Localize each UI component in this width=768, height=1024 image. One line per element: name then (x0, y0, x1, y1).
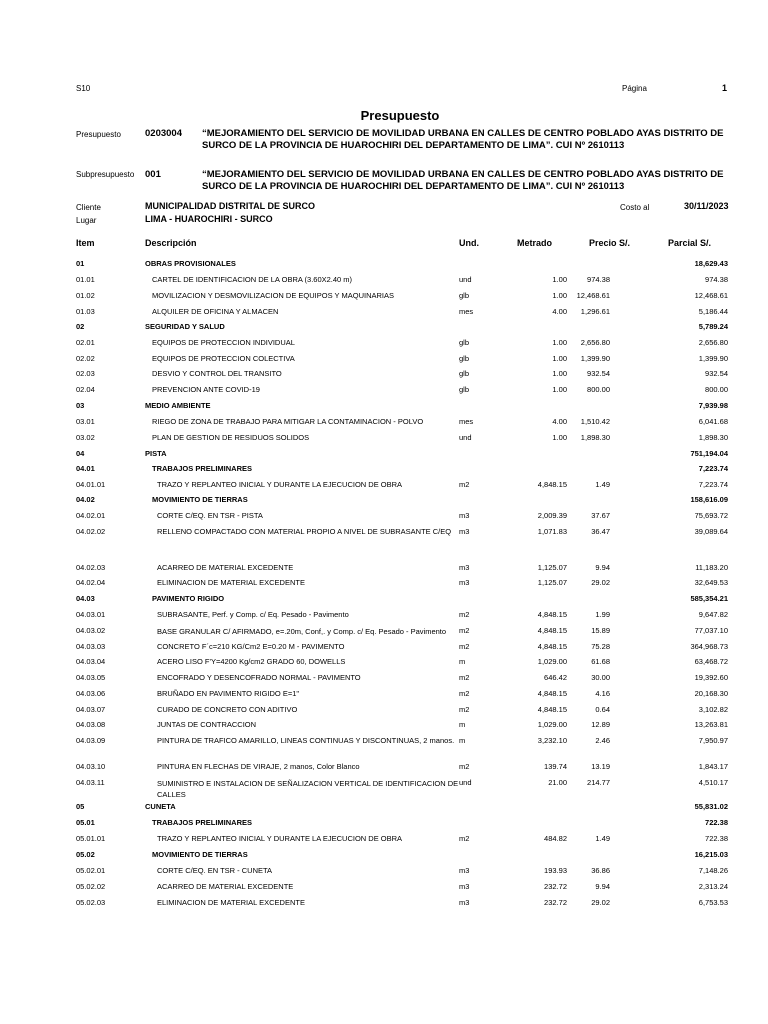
subpresupuesto-label: Subpresupuesto (76, 170, 135, 179)
row-description: SEGURIDAD Y SALUD (145, 322, 225, 331)
row-description: ENCOFRADO Y DESENCOFRADO NORMAL - PAVIMENTO (157, 673, 361, 682)
row-item-code: 04 (76, 449, 85, 458)
row-unit: m3 (459, 898, 470, 907)
row-unit: glb (459, 369, 470, 378)
row-precio: 1.49 (595, 480, 610, 489)
table-row (0, 802, 768, 816)
table-row (0, 866, 768, 880)
row-unit: mes (459, 307, 474, 316)
row-metrado: 4,848.15 (537, 626, 567, 635)
table-row (0, 818, 768, 832)
row-description: SUBRASANTE, Perf. y Comp. c/ Eq. Pesado - Pavimento (157, 610, 349, 619)
row-parcial: 800.00 (705, 385, 728, 394)
row-item-code: 05.02.02 (76, 882, 106, 891)
report-code: S10 (76, 84, 91, 93)
column-header-parcial: Parcial S/. (668, 238, 712, 248)
row-parcial: 158,616.09 (690, 495, 728, 504)
row-unit: m2 (459, 705, 470, 714)
row-description: RIEGO DE ZONA DE TRABAJO PARA MITIGAR LA CONTAMINACION - POLVO (152, 417, 424, 426)
column-header-item: Item (76, 238, 95, 248)
row-parcial: 5,186.44 (698, 307, 728, 316)
table-row (0, 338, 768, 352)
row-description: PAVIMENTO RIGIDO (152, 594, 225, 603)
row-precio: 2,656.80 (580, 338, 610, 347)
row-item-code: 02.02 (76, 354, 95, 363)
row-unit: m2 (459, 610, 470, 619)
row-item-code: 04.03.11 (76, 778, 105, 787)
row-item-code: 04.03.06 (76, 689, 106, 698)
row-parcial: 1,843.17 (698, 762, 728, 771)
table-row (0, 673, 768, 687)
row-parcial: 32,649.53 (694, 578, 728, 587)
row-unit: und (459, 778, 472, 787)
row-description: SUMINISTRO E INSTALACION DE SEÑALIZACION VERTICAL DE IDENTIFICACION DE CALLES (157, 779, 459, 799)
row-parcial: 974.38 (705, 275, 728, 284)
table-row (0, 642, 768, 656)
row-precio: 13.19 (591, 762, 610, 771)
row-item-code: 01 (76, 259, 85, 268)
row-parcial: 6,041.68 (698, 417, 728, 426)
row-description: CURADO DE CONCRETO CON ADITIVO (157, 705, 298, 714)
row-unit: m2 (459, 480, 470, 489)
row-description: PINTURA DE TRAFICO AMARILLO, LINEAS CONTINUAS Y DISCONTINUAS, 2 manos. (157, 736, 455, 745)
row-parcial: 19,392.60 (694, 673, 728, 682)
row-metrado: 1,029.00 (537, 720, 567, 729)
row-metrado: 1,071.83 (537, 527, 567, 536)
row-item-code: 03 (76, 401, 85, 410)
row-description: CUNETA (145, 802, 176, 811)
row-item-code: 04.02 (76, 495, 95, 504)
row-item-code: 04.02.01 (76, 511, 106, 520)
row-description: ACARREO DE MATERIAL EXCEDENTE (157, 563, 294, 572)
row-item-code: 04.03.07 (76, 705, 106, 714)
row-description: ACARREO DE MATERIAL EXCEDENTE (157, 882, 294, 891)
row-description: TRAZO Y REPLANTEO INICIAL Y DURANTE LA EJECUCION DE OBRA (157, 480, 403, 489)
row-precio: 4.16 (595, 689, 610, 698)
row-unit: glb (459, 385, 470, 394)
row-unit: m3 (459, 578, 470, 587)
row-unit: m2 (459, 762, 470, 771)
table-row (0, 705, 768, 719)
row-precio: 800.00 (587, 385, 610, 394)
row-metrado: 1,125.07 (537, 578, 567, 587)
row-unit: m (459, 720, 466, 729)
row-item-code: 04.01.01 (76, 480, 106, 489)
row-item-code: 04.03.03 (76, 642, 106, 651)
row-parcial: 9,647.82 (698, 610, 728, 619)
row-parcial: 39,089.64 (694, 527, 728, 536)
row-item-code: 04.03.05 (76, 673, 106, 682)
row-metrado: 232.72 (544, 882, 567, 891)
row-parcial: 7,223.74 (698, 480, 728, 489)
row-parcial: 16,215.03 (694, 850, 728, 859)
row-unit: glb (459, 354, 470, 363)
row-metrado: 1,029.00 (537, 657, 567, 666)
row-precio: 0.64 (595, 705, 610, 714)
row-metrado: 1.00 (552, 433, 567, 442)
row-unit: m3 (459, 866, 470, 875)
row-precio: 37.67 (591, 511, 610, 520)
row-parcial: 13,263.81 (694, 720, 728, 729)
row-precio: 1,510.42 (580, 417, 610, 426)
row-description: CORTE C/EQ. EN TSR - CUNETA (157, 866, 273, 875)
row-description: ELIMINACION DE MATERIAL EXCEDENTE (157, 898, 305, 907)
row-description: MOVIMIENTO DE TIERRAS (152, 495, 248, 504)
row-description: EQUIPOS DE PROTECCION COLECTIVA (152, 354, 295, 363)
row-unit: m2 (459, 689, 470, 698)
row-parcial: 7,223.74 (698, 464, 728, 473)
table-row (0, 275, 768, 289)
lugar-label: Lugar (76, 216, 97, 225)
row-item-code: 01.02 (76, 291, 95, 300)
costo-date: 30/11/2023 (684, 201, 729, 211)
row-unit: m3 (459, 511, 470, 520)
row-unit: m2 (459, 626, 470, 635)
table-row (0, 720, 768, 734)
row-precio: 974.38 (587, 275, 610, 284)
row-precio: 9.94 (595, 563, 610, 572)
table-row (0, 882, 768, 896)
row-description: MOVIMIENTO DE TIERRAS (152, 850, 248, 859)
row-parcial: 722.38 (705, 818, 728, 827)
table-row (0, 778, 768, 799)
table-row (0, 385, 768, 399)
table-row (0, 259, 768, 273)
row-item-code: 02.04 (76, 385, 95, 394)
row-item-code: 04.02.02 (76, 527, 106, 536)
row-item-code: 04.03.01 (76, 610, 106, 619)
row-description: PLAN DE GESTION DE RESIDUOS SOLIDOS (152, 433, 310, 442)
row-item-code: 04.03.08 (76, 720, 106, 729)
row-parcial: 1,898.30 (698, 433, 728, 442)
row-metrado: 4.00 (552, 307, 567, 316)
table-row (0, 417, 768, 431)
row-precio: 1.99 (595, 610, 610, 619)
row-precio: 1.49 (595, 834, 610, 843)
row-precio: 2.46 (595, 736, 610, 745)
row-item-code: 04.02.03 (76, 563, 106, 572)
row-metrado: 4,848.15 (537, 642, 567, 651)
presupuesto-label: Presupuesto (76, 130, 121, 139)
row-description: PREVENCION ANTE COVID-19 (152, 385, 260, 394)
row-item-code: 04.03.02 (76, 626, 106, 635)
row-precio: 29.02 (591, 898, 610, 907)
row-parcial: 1,399.90 (698, 354, 728, 363)
row-parcial: 63,468.72 (694, 657, 728, 666)
table-row (0, 495, 768, 509)
row-description: RELLENO COMPACTADO CON MATERIAL PROPIO A NIVEL DE SUBRASANTE C/EQ (157, 527, 452, 536)
row-parcial: 7,950.97 (698, 736, 728, 745)
row-parcial: 7,148.26 (698, 866, 728, 875)
table-row (0, 578, 768, 592)
row-item-code: 02.01 (76, 338, 95, 347)
row-precio: 932.54 (587, 369, 610, 378)
row-precio: 30.00 (591, 673, 610, 682)
row-metrado: 1.00 (552, 275, 567, 284)
row-parcial: 932.54 (705, 369, 728, 378)
row-unit: glb (459, 291, 470, 300)
row-unit: m (459, 736, 466, 745)
page-title: Presupuesto (360, 108, 440, 123)
row-unit: m3 (459, 563, 470, 572)
row-precio: 36.86 (591, 866, 610, 875)
column-header-precio: Precio S/. (589, 238, 631, 248)
row-parcial: 6,753.53 (698, 898, 728, 907)
row-metrado: 4,848.15 (537, 610, 567, 619)
table-row (0, 594, 768, 608)
row-metrado: 4,848.15 (537, 705, 567, 714)
row-metrado: 21.00 (548, 778, 567, 787)
row-metrado: 1.00 (552, 354, 567, 363)
table-row (0, 401, 768, 415)
row-item-code: 05.01 (76, 818, 95, 827)
row-parcial: 5,789.24 (698, 322, 728, 331)
row-parcial: 751,194.04 (690, 449, 728, 458)
table-row (0, 369, 768, 383)
row-description: BRUÑADO EN PAVIMENTO RIGIDO E=1" (157, 689, 300, 698)
row-unit: und (459, 275, 472, 284)
table-row (0, 322, 768, 336)
column-header-und: Und. (459, 238, 479, 248)
table-row (0, 480, 768, 494)
table-row (0, 291, 768, 305)
row-parcial: 2,656.80 (698, 338, 728, 347)
row-item-code: 01.03 (76, 307, 95, 316)
row-unit: m2 (459, 673, 470, 682)
subpresupuesto-code: 001 (145, 169, 161, 180)
table-row (0, 626, 768, 640)
table-row (0, 464, 768, 478)
cliente-value: MUNICIPALIDAD DISTRITAL DE SURCO (145, 201, 315, 211)
table-row (0, 449, 768, 463)
row-precio: 29.02 (591, 578, 610, 587)
row-description: EQUIPOS DE PROTECCION INDIVIDUAL (152, 338, 295, 347)
row-item-code: 02.03 (76, 369, 95, 378)
subpresupuesto-description: “MEJORAMIENTO DEL SERVICIO DE MOVILIDAD URBANA EN CALLES DE CENTRO POBLADO AYAS DISTRITO DE SURCO DE LA PROVINCIA DE HUAROCHIRI DEL DEPARTAMENTO DE LIMA”. CUI Nº 2610113 (202, 169, 724, 192)
lugar-value: LIMA - HUAROCHIRI - SURCO (145, 214, 273, 224)
row-parcial: 722.38 (705, 834, 728, 843)
table-row (0, 689, 768, 703)
table-row (0, 610, 768, 624)
row-parcial: 75,693.72 (694, 511, 728, 520)
row-item-code: 04.01 (76, 464, 95, 473)
row-description: MOVILIZACION Y DESMOVILIZACION DE EQUIPOS Y MAQUINARIAS (152, 291, 394, 300)
column-header-descripcion: Descripción (145, 238, 197, 248)
presupuesto-code: 0203004 (145, 128, 182, 139)
row-unit: m2 (459, 834, 470, 843)
page-number: 1 (722, 83, 728, 93)
table-row (0, 834, 768, 848)
row-description: BASE GRANULAR C/ AFIRMADO, e=.20m, Conf,. y Comp. c/ Eq. Pesado - Pavimento (157, 627, 447, 636)
row-unit: glb (459, 338, 470, 347)
row-precio: 214.77 (587, 778, 610, 787)
row-metrado: 646.42 (544, 673, 567, 682)
table-row (0, 511, 768, 525)
row-description: ALQUILER DE OFICINA Y ALMACEN (152, 307, 279, 316)
row-metrado: 4,848.15 (537, 480, 567, 489)
row-unit: m3 (459, 882, 470, 891)
row-precio: 12,468.61 (576, 291, 610, 300)
table-row (0, 563, 768, 577)
row-precio: 1,898.30 (580, 433, 610, 442)
row-description: TRABAJOS PRELIMINARES (152, 464, 253, 473)
row-item-code: 04.03 (76, 594, 95, 603)
row-description: PINTURA EN FLECHAS DE VIRAJE, 2 manos, Color Blanco (157, 762, 360, 771)
table-row (0, 657, 768, 671)
row-parcial: 3,102.82 (698, 705, 728, 714)
row-unit: m3 (459, 527, 470, 536)
row-parcial: 18,629.43 (694, 259, 728, 268)
row-description: ACERO LISO F'Y=4200 Kg/cm2 GRADO 60, DOWELLS (157, 657, 346, 666)
row-unit: m (459, 657, 466, 666)
table-row (0, 307, 768, 321)
row-metrado: 232.72 (544, 898, 567, 907)
row-item-code: 05.02.01 (76, 866, 106, 875)
row-metrado: 3,232.10 (537, 736, 567, 745)
row-item-code: 02 (76, 322, 85, 331)
table-row (0, 527, 768, 541)
table-row (0, 354, 768, 368)
row-description: TRAZO Y REPLANTEO INICIAL Y DURANTE LA EJECUCION DE OBRA (157, 834, 403, 843)
column-header-metrado: Metrado (517, 238, 553, 248)
row-item-code: 04.03.09 (76, 736, 106, 745)
row-precio: 12.89 (591, 720, 610, 729)
row-parcial: 4,510.17 (698, 778, 728, 787)
row-unit: m2 (459, 642, 470, 651)
row-metrado: 1.00 (552, 385, 567, 394)
table-row (0, 762, 768, 776)
row-item-code: 03.02 (76, 433, 95, 442)
row-metrado: 1.00 (552, 369, 567, 378)
row-metrado: 484.82 (544, 834, 567, 843)
row-description: PISTA (145, 449, 167, 458)
row-description: CORTE C/EQ. EN TSR - PISTA (157, 511, 263, 520)
row-item-code: 04.03.10 (76, 762, 106, 771)
row-description: CARTEL DE IDENTIFICACION DE LA OBRA (3.60X2.40 m) (152, 275, 353, 284)
table-row (0, 736, 768, 750)
row-parcial: 585,354.21 (690, 594, 728, 603)
row-parcial: 11,183.20 (695, 563, 728, 572)
table-row (0, 850, 768, 864)
row-description: OBRAS PROVISIONALES (145, 259, 236, 268)
row-metrado: 193.93 (544, 866, 567, 875)
row-metrado: 139.74 (544, 762, 567, 771)
row-parcial: 20,168.30 (694, 689, 728, 698)
row-parcial: 364,968.73 (690, 642, 728, 651)
row-parcial: 7,939.98 (698, 401, 728, 410)
row-item-code: 05.02 (76, 850, 95, 859)
row-parcial: 77,037.10 (694, 626, 728, 635)
costo-label: Costo al (620, 203, 650, 212)
row-precio: 36.47 (591, 527, 610, 536)
row-item-code: 04.02.04 (76, 578, 106, 587)
row-metrado: 4.00 (552, 417, 567, 426)
row-precio: 75.28 (591, 642, 610, 651)
row-item-code: 04.03.04 (76, 657, 106, 666)
row-parcial: 2,313.24 (698, 882, 728, 891)
row-precio: 15.89 (591, 626, 610, 635)
row-metrado: 1.00 (552, 338, 567, 347)
row-item-code: 05.02.03 (76, 898, 106, 907)
table-row (0, 898, 768, 912)
row-item-code: 01.01 (76, 275, 95, 284)
row-parcial: 55,831.02 (694, 802, 728, 811)
row-precio: 61.68 (591, 657, 610, 666)
presupuesto-description: “MEJORAMIENTO DEL SERVICIO DE MOVILIDAD URBANA EN CALLES DE CENTRO POBLADO AYAS DISTRITO DE SURCO DE LA PROVINCIA DE HUAROCHIRI DEL DEPARTAMENTO DE LIMA”. CUI Nº 2610113 (202, 128, 724, 151)
table-row (0, 433, 768, 447)
row-item-code: 05.01.01 (76, 834, 106, 843)
row-description: TRABAJOS PRELIMINARES (152, 818, 253, 827)
row-description: DESVIO Y CONTROL DEL TRANSITO (152, 369, 282, 378)
row-metrado: 2,009.39 (537, 511, 567, 520)
cliente-label: Cliente (76, 203, 101, 212)
row-description: MEDIO AMBIENTE (145, 401, 211, 410)
row-item-code: 03.01 (76, 417, 95, 426)
row-parcial: 12,468.61 (694, 291, 728, 300)
row-precio: 1,296.61 (580, 307, 610, 316)
row-description: CONCRETO F´c=210 KG/Cm2 E=0.20 M - PAVIMENTO (157, 642, 345, 651)
row-item-code: 05 (76, 802, 85, 811)
row-metrado: 1,125.07 (537, 563, 567, 572)
row-precio: 9.94 (595, 882, 610, 891)
row-unit: und (459, 433, 472, 442)
row-unit: mes (459, 417, 474, 426)
row-metrado: 1.00 (552, 291, 567, 300)
row-description: ELIMINACION DE MATERIAL EXCEDENTE (157, 578, 305, 587)
row-description: JUNTAS DE CONTRACCION (157, 720, 257, 729)
row-metrado: 4,848.15 (537, 689, 567, 698)
row-precio: 1,399.90 (580, 354, 610, 363)
page-label: Página (622, 84, 647, 93)
